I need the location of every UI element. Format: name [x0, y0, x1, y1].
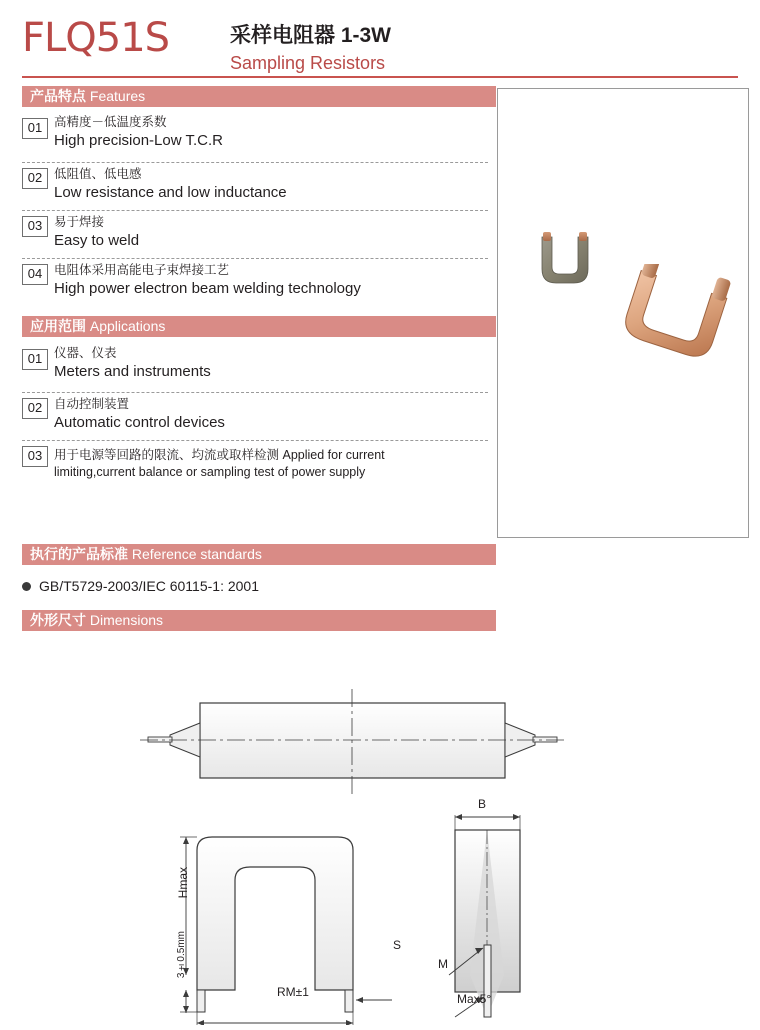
- item-number: 02: [22, 168, 48, 189]
- item-text-en: Easy to weld: [54, 232, 140, 249]
- bullet-icon: [22, 582, 31, 591]
- list-item: [22, 112, 488, 162]
- item-text-cn: 易于焊接: [54, 215, 105, 229]
- standards-bar-label-en: Reference standards: [131, 546, 262, 562]
- label-hmax: Hmax: [176, 867, 190, 899]
- item-number: 03: [22, 446, 48, 467]
- standards-value: GB/T5729-2003/IEC 60115-1: 2001: [39, 578, 260, 594]
- product-photo: [497, 88, 749, 538]
- standards-value-row: [22, 578, 259, 594]
- item-text-en: High power electron beam welding technology: [54, 280, 361, 297]
- item-text-cn: 仪器、仪表: [54, 346, 117, 360]
- item-text-cn: 电阻体采用高能电子束焊接工艺: [54, 263, 230, 277]
- item-text-en: High precision-Low T.C.R: [54, 132, 223, 149]
- list-item: [22, 210, 488, 258]
- applications-bar-label-cn: 应用范围: [30, 318, 86, 334]
- label-s: S: [393, 938, 402, 952]
- side-view: [449, 814, 520, 1017]
- list-item: [22, 440, 488, 488]
- list-item: [22, 343, 488, 392]
- item-text-en: Low resistance and low inductance: [54, 184, 287, 201]
- label-b: B: [478, 797, 487, 811]
- item-text-en: Meters and instruments: [54, 363, 211, 380]
- item-number: 01: [22, 349, 48, 370]
- label-m: M: [438, 957, 448, 971]
- section-bar-dimensions: [22, 610, 496, 631]
- dimension-diagram-svg: [0, 645, 760, 1025]
- item-text-cn: 自动控制装置: [54, 397, 130, 411]
- dimensions-bar-label-cn: 外形尺寸: [30, 612, 86, 628]
- applications-list: [22, 343, 488, 488]
- product-title-cn: 采样电阻器 1-3W: [230, 24, 392, 47]
- features-bar-label-en: Features: [89, 88, 146, 104]
- features-list: [22, 112, 488, 306]
- section-bar-features: [22, 86, 496, 107]
- label-max5: Max5°: [457, 992, 492, 1006]
- item-number: 04: [22, 264, 48, 285]
- page-title: FLQ51S: [22, 15, 170, 61]
- item-text-cn: 低阻值、低电感: [54, 167, 142, 181]
- label-rm: RM±1: [277, 985, 309, 999]
- item-text-en: Applied for current: [282, 448, 385, 462]
- section-bar-applications: [22, 316, 496, 337]
- applications-bar-label-en: Applications: [89, 318, 166, 334]
- item-number: 02: [22, 398, 48, 419]
- item-text-cn: 高精度－低温度系数: [54, 115, 167, 129]
- item-number: 01: [22, 118, 48, 139]
- resistor-image-gray: [534, 231, 596, 291]
- standards-bar-label-cn: 执行的产品标准: [30, 546, 128, 562]
- list-item: [22, 162, 488, 210]
- dimensions-bar-label-en: Dimensions: [89, 612, 164, 628]
- item-number: 03: [22, 216, 48, 237]
- label-lead-length: 3±0.5mm: [176, 931, 187, 979]
- list-item: [22, 392, 488, 440]
- product-title-en: Sampling Resistors: [230, 53, 386, 73]
- item-text-en-continued: limiting,current balance or sampling test of power supply: [54, 465, 366, 479]
- dimensions-drawing: [0, 645, 760, 1025]
- item-text-cn: 用于电源等回路的限流、均流或取样检测: [54, 448, 283, 462]
- resistor-image-copper: [618, 264, 736, 374]
- features-bar-label-cn: 产品特点: [30, 88, 86, 104]
- list-item: [22, 258, 488, 306]
- section-bar-standards: [22, 544, 496, 565]
- page-header: [22, 14, 738, 72]
- item-text-en: Automatic control devices: [54, 414, 225, 431]
- top-view: [140, 689, 565, 797]
- header-divider: [22, 76, 738, 78]
